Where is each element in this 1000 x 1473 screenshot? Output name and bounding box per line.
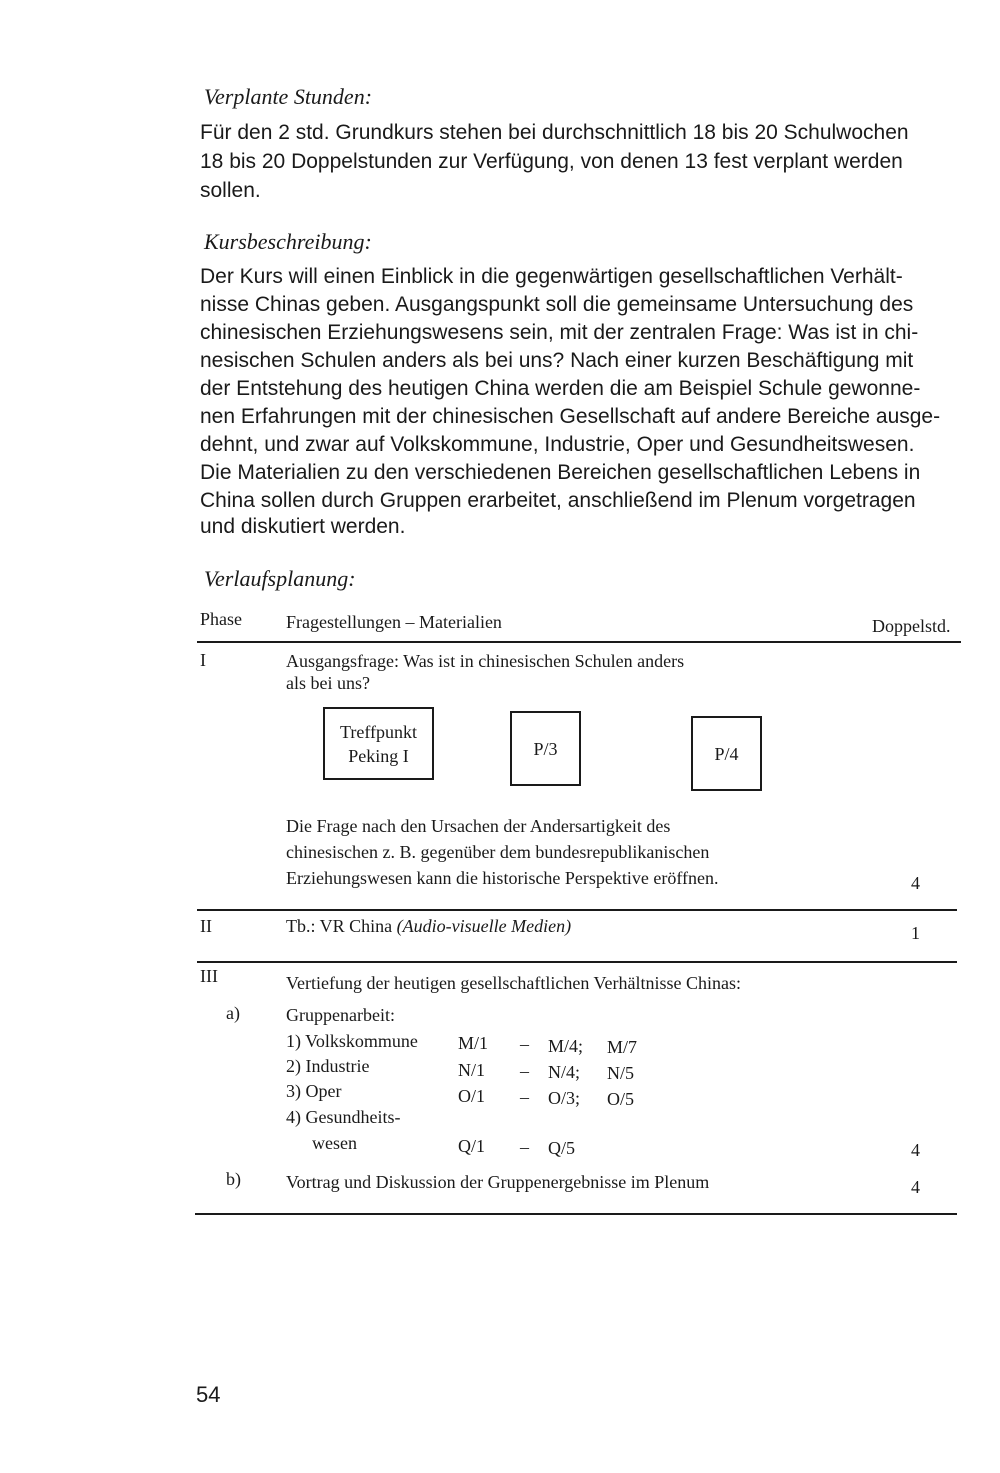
verplante-line: 18 bis 20 Doppelstunden zur Verfügung, von denen 13 fest verplant werden [200,150,903,173]
column-header-fragen: Fragestellungen – Materialien [286,612,502,632]
phase3-a-hours: 4 [911,1140,920,1160]
group-material: M/4; [548,1036,584,1056]
phase3-b-text: Vortrag und Diskussion der Gruppenergebnisse im Plenum [286,1172,710,1192]
material-box-p4 [691,716,762,791]
phase3-a-label: a) [226,1003,240,1023]
verplante-heading: Verplante Stunden: [204,84,373,109]
verplante-line: Für den 2 std. Grundkurs stehen bei durchschnittlich 18 bis 20 Schulwochen [200,121,909,144]
kurs-line: und diskutiert werden. [200,515,406,538]
group-name: 3) Oper [286,1081,342,1101]
phase-label-2: II [200,916,212,936]
phase3-a-title: Gruppenarbeit: [286,1005,395,1025]
phase-rule [197,961,957,963]
kurs-line: China sollen durch Gruppen erarbeitet, anschließend im Plenum vorgetragen [200,489,916,512]
kurs-line: nesischen Schulen anders als bei uns? Nach einer kurzen Beschäftigung mit [200,349,914,372]
group-material: N/4; [548,1062,581,1082]
column-header-doppel: Doppelstd. [872,616,951,636]
group-material: O/1 [458,1086,485,1106]
kurs-line: nisse Chinas geben. Ausgangspunkt soll die gemeinsame Untersuchung des [200,293,914,316]
group-material: Q/1 [458,1136,485,1156]
group-material: M/7 [607,1037,638,1057]
box-label: P/3 [533,738,558,759]
material-box-treffpunkt [323,707,434,780]
kurs-line: Die Materialien zu den verschiedenen Bereichen gesellschaftlichen Lebens in [200,461,921,484]
group-material: N/1 [458,1060,485,1080]
group-name: 2) Industrie [286,1056,370,1076]
group-name-cont: wesen [312,1133,357,1153]
phase2-text-italic: (Audio-visuelle Medien) [396,916,572,936]
group-material: Q/5 [548,1138,575,1158]
group-material: N/5 [607,1063,634,1083]
box-label: Treffpunkt [339,721,417,742]
verlauf-heading: Verlaufsplanung: [204,566,356,591]
phase-rule [197,909,957,911]
phase1-intro: Ausgangsfrage: Was ist in chinesischen Schulen anders [286,651,685,671]
phase1-text: Erziehungswesen kann die historische Perspektive eröffnen. [286,868,719,888]
phase1-intro: als bei uns? [286,673,370,693]
phase3-title: Vertiefung der heutigen gesellschaftlichen Verhältnisse Chinas: [286,973,742,993]
kurs-line: Der Kurs will einen Einblick in die gegenwärtigen gesellschaftlichen Verhält- [200,265,903,288]
header-rule [197,641,961,643]
phase2-text [286,916,571,937]
phase2-hours: 1 [911,923,920,943]
phase-label-3: III [200,966,218,986]
phase3-b-label: b) [226,1169,241,1189]
group-name: 4) Gesundheits- [286,1107,401,1127]
kurs-line: nen Erfahrungen mit der chinesischen Gesellschaft auf andere Bereiche ausge- [200,405,941,428]
group-dash: – [520,1061,529,1081]
group-name: 1) Volkskommune [286,1031,418,1051]
page-number: 54 [196,1382,221,1407]
kurs-line: chinesischen Erziehungswesens sein, mit der zentralen Frage: Was ist in chi- [200,321,919,344]
group-material: O/3; [548,1088,581,1108]
phase3-b-hours: 4 [911,1177,920,1197]
kurs-line: der Entstehung des heutigen China werden die am Beispiel Schule gewonne- [200,377,921,400]
kurs-line: dehnt, und zwar auf Volkskommune, Industrie, Oper und Gesundheitswesen. [200,433,915,456]
group-dash: – [520,1034,529,1054]
kurs-heading: Kursbeschreibung: [204,229,372,254]
group-dash: – [520,1087,529,1107]
phase2-text-prefix: Tb.: VR China [286,916,397,936]
group-dash: – [520,1137,529,1157]
phase1-text: chinesischen z. B. gegenüber dem bundesrepublikanischen [286,842,710,862]
phase1-hours: 4 [911,873,920,893]
table-bottom-rule [195,1213,957,1215]
box-label: Peking I [348,745,409,766]
group-material: O/5 [607,1089,634,1109]
box-label: P/4 [714,743,739,764]
material-box-p3 [510,711,581,786]
column-header-phase: Phase [200,609,242,629]
phase1-text: Die Frage nach den Ursachen der Andersartigkeit des [286,816,671,836]
phase-label-1: I [200,650,206,670]
verplante-line: sollen. [200,179,261,202]
group-material: M/1 [458,1033,489,1053]
